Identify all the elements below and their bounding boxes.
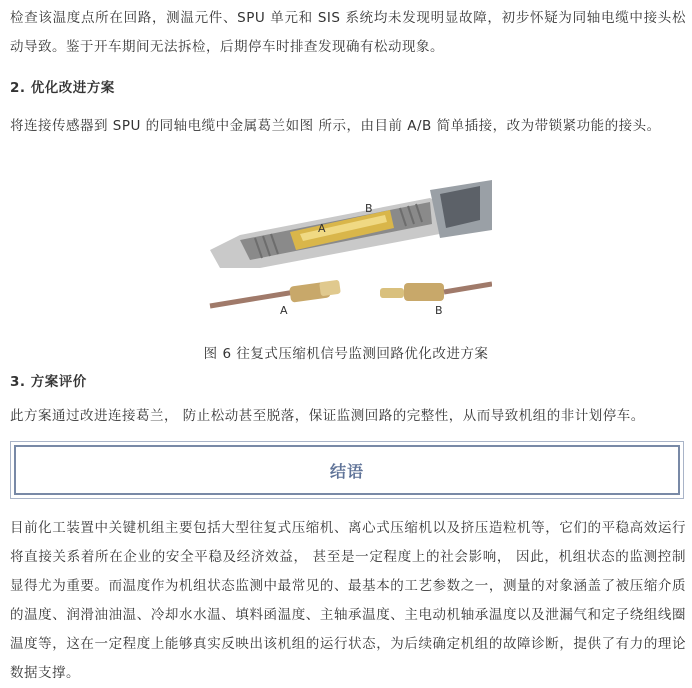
conclusion-banner xyxy=(10,441,684,499)
conclusion-paragraph: 目前化工装置中关键机组主要包括大型往复式压缩机、离心式压缩机以及挤压造粒机等，它们的平稳高效运行将直接关系着所在企业的安全平稳及经济效益， 甚至是一定程度上的社会影响， 因此，机组状态的监测控制显得尤为重要。而温度作为机组状态监测中最常见的、最基本的工艺参数之一，测量的对象涵盖了被压缩介质的温度、润滑油油温、冷却水水温、填料函温度、主轴承温度、主电动机轴承温度以及泄漏气和定子绕组线圈温度等，这在一定程度上能够真实反映出该机组的运行状态，为后续确定机组的故障诊断，提供了有力的理论数据支撑。 xyxy=(10,520,686,681)
connector-b-shape xyxy=(380,288,404,298)
label-b-top: B xyxy=(365,202,373,215)
conclusion-banner-frame xyxy=(14,445,680,495)
intro-paragraph: 检查该温度点所在回路，测温元件、SPU 单元和 SIS 系统均未发现明显故障，初步怀疑为同轴电缆中接头松动导致。鉴于开车期间无法拆检，后期停车时排查发现确有松动现象。 xyxy=(10,10,686,55)
figure-caption: 图 6 往复式压缩机信号监测回路优化改进方案 xyxy=(203,345,489,362)
connector-figure xyxy=(200,180,492,320)
conclusion-title: 结语 xyxy=(329,461,364,481)
plan-paragraph: 将连接传感器到 SPU 的同轴电缆中金属葛兰如图 所示，由目前 A/B 简单插接，改为带锁紧功能的接头。 xyxy=(10,118,661,134)
section-heading-3: 3. 方案评价 xyxy=(10,374,87,390)
label-b-bottom: B xyxy=(435,304,443,317)
label-a-bottom: A xyxy=(280,304,288,317)
connector-illustration xyxy=(200,180,492,320)
evaluation-paragraph: 此方案通过改进连接葛兰， 防止松动甚至脱落，保证监测回路的完整性，从而导致机组的非计划停车。 xyxy=(10,408,645,424)
label-a-top: A xyxy=(318,222,326,235)
section-heading-2: 2. 优化改进方案 xyxy=(10,80,115,96)
